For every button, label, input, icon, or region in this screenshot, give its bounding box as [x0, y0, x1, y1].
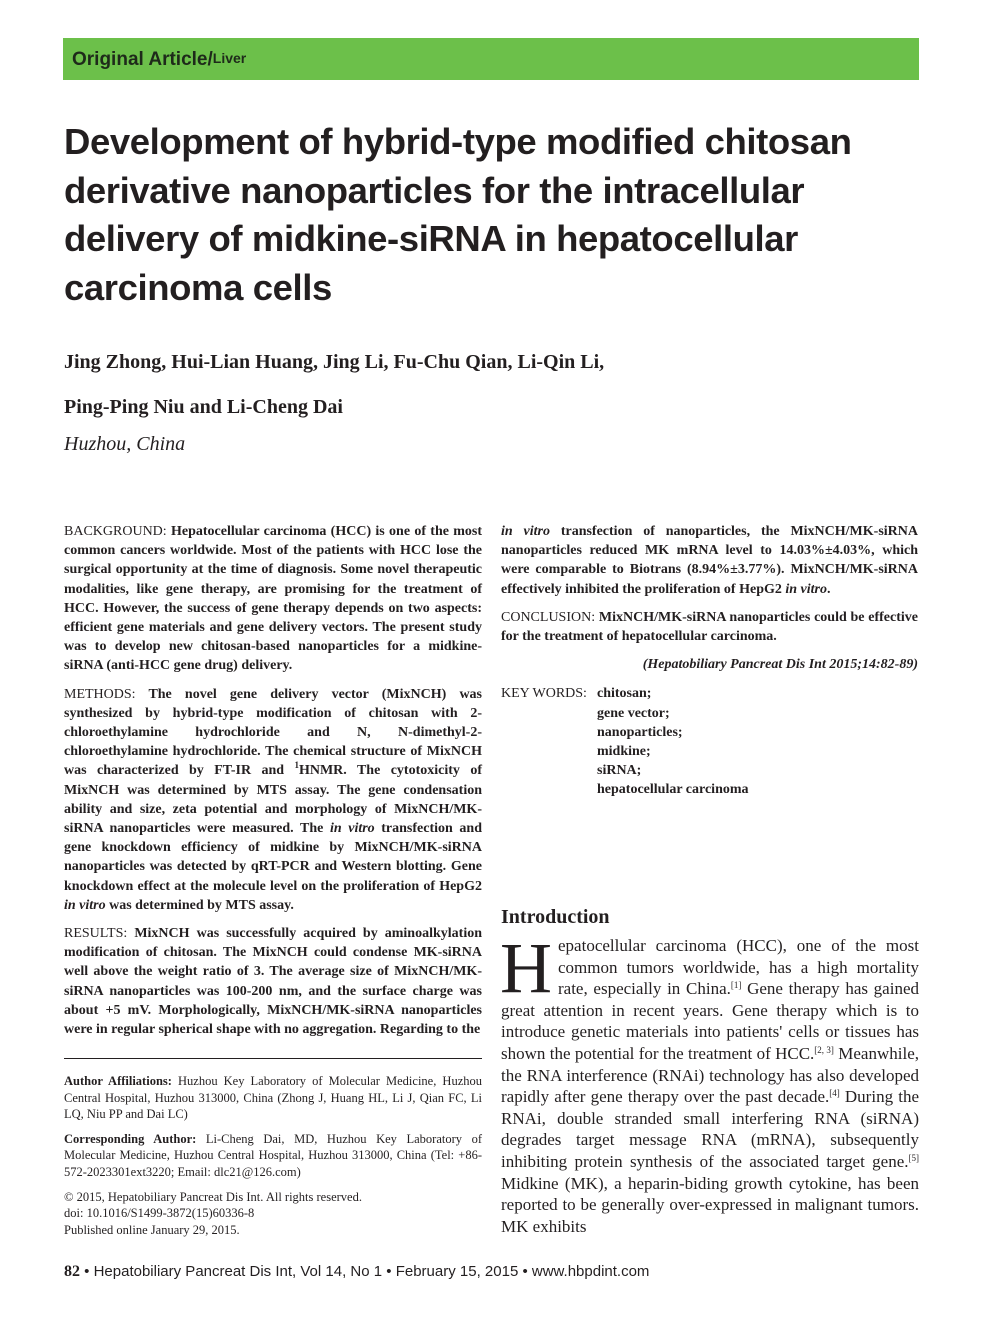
article-title: Development of hybrid-type modified chitosan derivative nanoparticles for the intracellular delivery of midkine-siRNA in hepatocellular carcinoma cells [64, 121, 852, 308]
copyright-line: © 2015, Hepatobiliary Pancreat Dis Int. All rights reserved. [64, 1189, 362, 1204]
journal-url[interactable]: www.hbpdint.com [531, 1263, 650, 1280]
methods-label: METHODS: [64, 686, 136, 702]
results-label: RESULTS: [64, 926, 128, 942]
bullet-separator: • [84, 1263, 94, 1280]
doi-line: doi: 10.1016/S1499-3872(15)60336-8 [64, 1206, 255, 1221]
keyword: nanoparticles; [597, 724, 683, 740]
abstract-results [64, 924, 482, 1039]
methods-italic-2: in vitro [64, 897, 106, 913]
methods-text-d: was determined by MTS assay. [105, 897, 294, 913]
intro-text: During the RNAi, double stranded small interfering RNA (siRNA) degrades target message RNA (mRNA), subsequently inhibiting protein synthesis of the associated target gene. [501, 1087, 919, 1171]
keyword: hepatocellular carcinoma [597, 782, 749, 798]
page-footer [64, 1263, 649, 1281]
footnote-divider [64, 1058, 482, 1059]
intro-text: Midkine (MK), a heparin-biding growth cytokine, has been reported to be generally over-expressed in malignant tumors. MK exhibits [501, 1173, 919, 1236]
methods-sup: 1 [294, 760, 299, 771]
intro-text: epatocellular carcinoma (HCC), one of the most common tumors worldwide, has a high mortality rate, especially in China. [558, 936, 919, 999]
keyword: gene vector; [597, 705, 670, 721]
corresponding-label: Corresponding Author: [64, 1131, 197, 1146]
article-type [72, 49, 246, 71]
background-text: Hepatocellular carcinoma (HCC) is one of the most common cancers worldwide. Most of the patients with HCC lose the surgical opportunity at the time of diagnosis. Some novel therapeutic modalities, like gene therapy, are promising for the treatment of HCC. However, the success of gene therapy depends on two aspects: efficient gene materials and gene delivery vectors. The present study was to develop new chitosan-based nanoparticles for a midkine-siRNA (anti-HCC gene drug) delivery. [64, 524, 482, 674]
published-line: Published online January 29, 2015. [64, 1222, 240, 1237]
author-list [64, 340, 924, 430]
results-text-a: MixNCH was successfully acquired by aminoalkylation modification of chitosan. The MixNCH could condense MK-siRNA well above the weight ratio of 3. The average size of MixNCH/MK-siRNA nanoparticles was 100-200 nm, and the surface charge was about +5 mV. Morphologically, MixNCH/MK-siRNA nanoparticles were in regular spherical shape with no aggregation. Regarding to the [64, 926, 482, 1038]
abstract-right-column [501, 522, 918, 800]
results-text-c: . [827, 581, 831, 597]
keyword: midkine; [597, 744, 651, 760]
keywords [501, 684, 918, 799]
author-affiliations [64, 1073, 482, 1123]
citation-ref: [2, 3] [814, 1044, 834, 1055]
abstract-left-column [64, 522, 482, 1048]
abstract-results-cont [501, 522, 918, 599]
page-number: 82 [64, 1263, 80, 1280]
background-label: BACKGROUND: [64, 524, 167, 539]
methods-text-a: The novel gene delivery vector (MixNCH) was synthesized by hybrid-type modification of chitosan with 2-chloroethylamine hydrochloride and N, N-dimethyl-2-chloroethylamine hydrochloride. The chemical structure of MixNCH was characterized by FT-IR and [64, 686, 482, 779]
methods-text-c: transfection and gene knockdown efficiency of midkine by MixNCH/MK-siRNA nanoparticles was detected by qRT-PCR and Western blotting. Gene knockdown effect at the molecule level on the proliferation of HepG2 [64, 821, 482, 894]
journal-citation: (Hepatobiliary Pancreat Dis Int 2015;14:82-89) [642, 657, 918, 673]
corresponding-author [64, 1131, 482, 1181]
abstract-background [64, 522, 482, 676]
authors-line-1: Jing Zhong, Hui-Lian Huang, Jing Li, Fu-Chu Qian, Li-Qin Li, [64, 351, 605, 373]
abstract-conclusion [501, 608, 918, 646]
journal-name: Hepatobiliary Pancreat Dis Int, [93, 1263, 297, 1280]
article-section: Liver [212, 50, 247, 66]
affiliations-text: Huzhou Key Laboratory of Molecular Medicine, Huzhou Central Hospital, Huzhou 313000, China (Zhong J, Huang HL, Li J, Qian FC, Li LQ, Niu PP and Dai LC) [64, 1074, 482, 1122]
keywords-label: KEY WORDS: [501, 686, 587, 702]
methods-text-b: HNMR. The cytotoxicity of MixNCH was determined by MTS assay. The gene condensation ability and size, zeta potential and morphology of MixNCH/MK-siRNA nanoparticles were measured. The [64, 763, 482, 837]
keyword: siRNA; [597, 763, 642, 779]
keyword: chitosan; [597, 686, 652, 702]
introduction-heading: Introduction [501, 906, 610, 928]
results-text-b: transfection of nanoparticles, the MixNCH/MK-siRNA nanoparticles reduced MK mRNA level to 14.03%±4.03%, which were comparable to Biotrans (8.94%±3.77%). MixNCH/MK-siRNA effectively inhibited the proliferation of HepG2 [501, 524, 918, 597]
bullet-separator: • [522, 1263, 532, 1280]
journal-volume: Vol 14, [300, 1263, 347, 1280]
footnotes [64, 1073, 482, 1238]
citation-ref: [4] [829, 1088, 840, 1099]
bullet-separator: • [386, 1263, 396, 1280]
introduction-body [500, 928, 919, 1237]
corresponding-text: Li-Cheng Dai, MD, Huzhou Key Laboratory of Molecular Medicine, Huzhou Central Hospital, Huzhou 313000, China (Tel: +86-572-2023301ext3220; Email: dlc21@126.com) [64, 1131, 482, 1179]
abstract-methods [64, 685, 482, 915]
keyword-list [597, 684, 749, 799]
drop-cap: H [500, 928, 552, 1008]
section-banner [63, 38, 919, 80]
results-italic-2: in vitro [785, 581, 827, 597]
banner-separator: / [207, 49, 213, 70]
issue-date: February 15, 2015 [395, 1263, 519, 1280]
journal-issue: No 1 [350, 1263, 383, 1280]
methods-italic-1: in vitro [329, 821, 375, 837]
authors-line-2: Ping-Ping Niu and Li-Cheng Dai [64, 396, 343, 418]
intro-text: Gene therapy has gained great attention in recent years. Gene therapy which is to introduce genetic materials into patients' cells or tissues has shown the potential for the treatment of HCC. [501, 979, 919, 1063]
affiliations-label: Author Affiliations: [64, 1074, 172, 1088]
conclusion-text: MixNCH/MK-siRNA nanoparticles could be effective for the treatment of hepatocellular carcinoma. [501, 609, 919, 645]
article-type-label: Original Article [72, 49, 208, 70]
conclusion-label: CONCLUSION: [501, 609, 596, 625]
author-location: Huzhou, China [64, 433, 186, 455]
intro-text: Meanwhile, the RNA interference (RNAi) technology has also developed rapidly after gene therapy over the past decade. [501, 1043, 919, 1107]
citation-ref: [5] [908, 1152, 919, 1163]
results-italic-1: in vitro [501, 524, 550, 539]
citation-ref: [1] [730, 980, 742, 991]
